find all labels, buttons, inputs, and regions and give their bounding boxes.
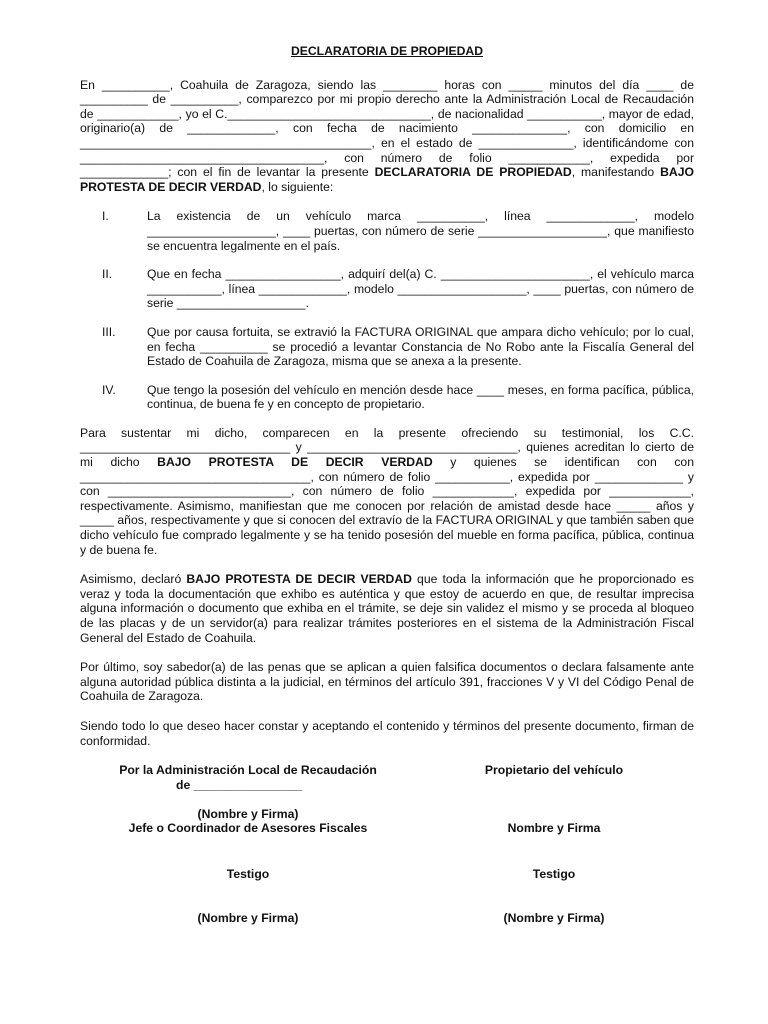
witness-text-2: y quienes se identifican con con __________________________________, con número de folio ___________, expedida por _____________ y con ___________________________, con número de folio ____________, expedida por ____________, respectivamente. Asimismo, manifiestan que me conocen por relación de amistad desde hace _____ años y _____ años, respectivamente y que si conocen del extravío de la FACTURA ORIGINAL y que también saben que dicho vehículo fue comprado legalmente y se ha tenido posesión del mueble en forma pacífica, pública, continua y de buena fe. <box>80 455 694 557</box>
list-item-text: Que tengo la posesión del vehículo en mención desde hace ____ meses, en forma pacífica, pública, continua, de buena fe y en concepto de propietario. <box>147 382 694 412</box>
intro-paragraph <box>80 78 694 195</box>
witness-right-label: Testigo <box>532 867 576 882</box>
left-signature-heading: Por la Administración Local de Recaudación <box>119 763 377 778</box>
declaration-bold-1: BAJO PROTESTA DE DECIR VERDAD <box>186 572 412 587</box>
declaration-paragraph <box>80 572 694 645</box>
list-item <box>80 325 694 369</box>
left-signature-name: (Nombre y Firma) <box>197 807 299 822</box>
list-item-number: III. <box>102 324 116 339</box>
signature-block <box>80 763 694 943</box>
intro-text-3: , lo siguiente: <box>261 179 334 194</box>
closing-paragraph: Siendo todo lo que deseo hacer constar y aceptando el contenido y términos del presente documento, firman de conformidad. <box>80 718 694 748</box>
list-item-number: I. <box>102 209 109 224</box>
intro-bold-2: BAJO PROTESTA DE DECIR VERDAD <box>80 165 694 194</box>
witness-bold-1: BAJO PROTESTA DE DECIR VERDAD <box>157 455 433 470</box>
list-item <box>80 267 694 311</box>
list-item-text: La existencia de un vehículo marca __________, línea _____________, modelo ___________________, ____ puertas, con número de serie ___________________, que manifiesto se encuentra legalmente en el país. <box>147 209 694 253</box>
penal-paragraph: Por último, soy sabedor(a) de las penas que se aplican a quien falsifica documentos o declara falsamente ante alguna autoridad pública distinta a la judicial, en términos del artículo 391, fracciones V y VI del Código Penal de Coahuila de Zaragoza. <box>80 660 694 704</box>
list-item-text: Que por causa fortuita, se extravió la FACTURA ORIGINAL que ampara dicho vehículo; por lo cual, en fecha __________ se procedió a levantar Constancia de No Robo ante la Fiscalía General del Estado de Coahuila de Zaragoza, misma que se anexa a la presente. <box>147 324 694 369</box>
list-item-text: Que en fecha _________________, adquirí del(a) C. ______________________, el vehículo marca ___________, línea _____________, modelo ___________________, ____ puertas, con número de serie ___________________. <box>147 267 694 311</box>
declaration-list <box>80 209 694 412</box>
right-signature-heading: Propietario del vehículo <box>484 763 624 778</box>
list-item-number: IV. <box>102 382 116 397</box>
right-signature-name: Nombre y Firma <box>507 821 601 836</box>
witness-right-name: (Nombre y Firma) <box>503 911 605 926</box>
witness-paragraph <box>80 426 694 557</box>
intro-text-1: En __________, Coahuila de Zaragoza, siendo las ________ horas con _____ minutos del día ____ de __________ de __________, comparezco por mi propio derecho ante la Administración Local de Recaudación de ____________, yo el C.______________________________, de nacionalidad ___________, mayor de edad, originario(a) de _____________, con fecha de nacimiento ______________, con domicilio en ___________________________________________, en el estado de ______________, identificándome con ____________________________________, con número de folio ____________, expedida por _____________; con el fin de levantar la presente <box>80 77 694 180</box>
witness-left-name: (Nombre y Firma) <box>197 911 299 926</box>
list-item <box>80 383 694 412</box>
document-title: DECLARATORIA DE PROPIEDAD <box>290 44 484 58</box>
declaration-text-2: que toda la información que he proporcionado es veraz y toda la documentación que exhibo es auténtica y que estoy de acuerdo en que, de resultar imprecisa alguna información o documento que exhiba en el trámite, se deje sin validez el mismo y se proceda al bloqueo de las placas y de un servidor(a) para realizar trámites posteriores en el sistema de la Administración Fiscal General del Estado de Coahuila. <box>80 572 694 645</box>
witness-left-label: Testigo <box>226 867 270 882</box>
list-item-number: II. <box>102 267 113 282</box>
left-signature-heading-2: de ________________ <box>176 778 303 793</box>
intro-text-2: , manifestando <box>571 165 661 180</box>
intro-bold-1: DECLARATORIA DE PROPIEDAD <box>374 165 572 180</box>
left-signature-role: Jefe o Coordinador de Asesores Fiscales <box>128 821 368 836</box>
declaration-text-1: Asimismo, declaró <box>80 572 187 587</box>
list-item <box>80 209 694 253</box>
witness-text-1: Para sustentar mi dicho, comparecen en la presente ofreciendo su testimonial, los C.C. _______________________________ y _______________________________, quienes acreditan lo cierto de mi dicho <box>80 425 694 470</box>
document-page <box>80 40 694 943</box>
